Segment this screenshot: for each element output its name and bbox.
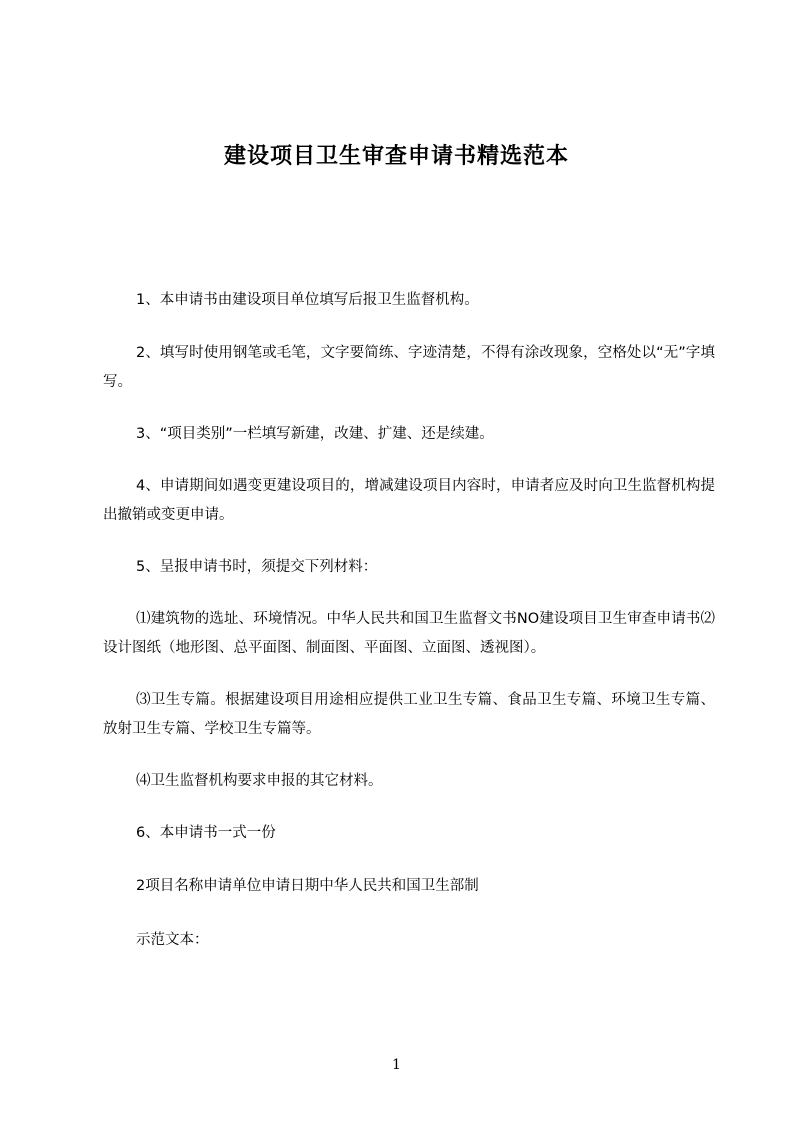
paragraph-10: 2项目名称申请单位申请日期中华人民共和国卫生部制 — [136, 878, 479, 894]
paragraph-8: ⑷卫生监督机构要求申报的其它材料。 — [136, 773, 383, 789]
paragraph-9: 6、本申请书一式一份 — [136, 825, 276, 841]
paragraph-11: 示范文本： — [136, 932, 209, 948]
paragraph-1: 1、本申请书由建设项目单位填写后报卫生监督机构。 — [136, 292, 479, 308]
paragraph-5: 5、呈报申请书时，须提交下列材料： — [136, 559, 378, 575]
paragraph-6: ⑴建筑物的选址、环境情况。中华人民共和国卫生监督文书NO建设项目卫生审查申请书⑵设计图纸（地形图、总平面图、制面图、平面图、立面图、透视图）。 — [103, 611, 715, 656]
page-number: 1 — [392, 1057, 401, 1073]
paragraph-7: ⑶卫生专篇。根据建设项目用途相应提供工业卫生专篇、食品卫生专篇、环境卫生专篇、放射卫生专篇、学校卫生专篇等。 — [103, 692, 715, 737]
paragraph-4: 4、申请期间如遇变更建设项目的，增减建设项目内容时，申请者应及时向卫生监督机构提出撤销或变更申请。 — [103, 478, 715, 523]
paragraph-3: 3、“项目类别”一栏填写新建，改建、扩建、还是续建。 — [136, 426, 494, 442]
paragraph-2: 2、填写时使用钢笔或毛笔，文字要简练、字迹清楚，不得有涂改现象，空格处以“无”字填写。 — [103, 345, 715, 390]
document-title: 建设项目卫生审查申请书精选范本 — [223, 144, 569, 169]
